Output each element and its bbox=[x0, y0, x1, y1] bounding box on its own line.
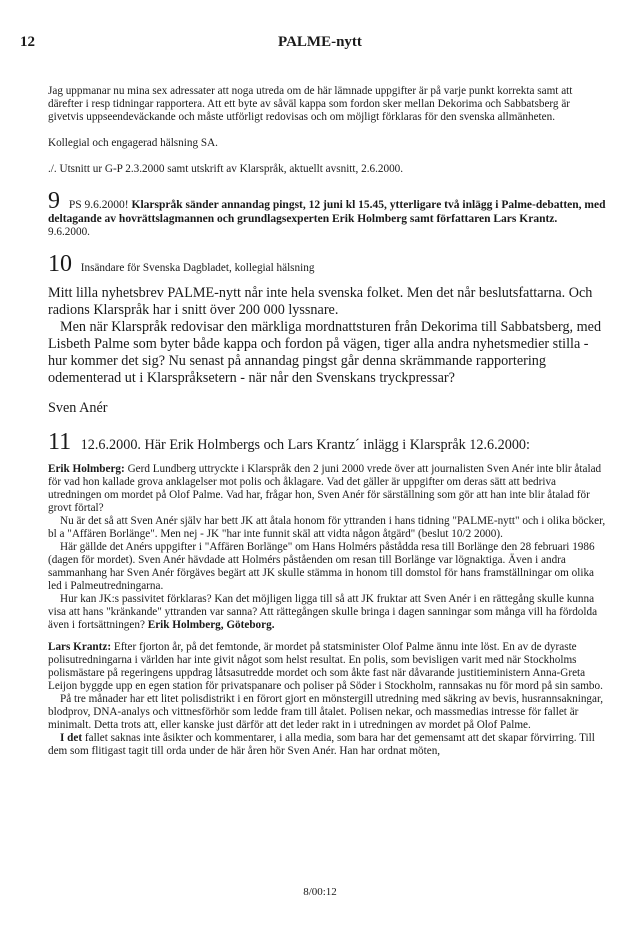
entry-9-date: 9.6.2000. bbox=[48, 226, 90, 238]
holmberg-paragraph-2: Nu är det så att Sven Anér själv har bett JK att åtala honom för yttranden i hans tidning "PALME-nytt" och i olika böcker, bl a "Affären Borlänge". Men nej - JK "har inte funnit skäl att vidta någon åtgärd" (beslut 10/2 2000). bbox=[48, 515, 606, 540]
krantz-lead: I det bbox=[60, 732, 83, 744]
entry-9-headline: Klarspråk sänder annandag pingst, 12 juni kl 15.45, ytterligare två inlägg i Palme-debatten, med deltagande av hovrättslagmannen och grundlagsexperten Erik Holmberg samt författaren Lars Krantz. bbox=[48, 199, 606, 225]
krantz-paragraph-3 bbox=[48, 732, 608, 758]
entry-10-signature: Sven Anér bbox=[48, 400, 108, 416]
holmberg-text-1: Gerd Lundberg uttryckte i Klarspråk den 2 juni 2000 vrede över att journalisten Sven Anér inte blir åtalad för vad hon kallade grova anklagelser mot polis och åklagare. Vad det gäller är uppgifter om deras sätt att bedriva utredningen om mordet på Olof Palme. Vad har, frågar hon, Sven Anér för särställning som gör att han inte blir åtalad för grovt förtal? bbox=[48, 463, 602, 514]
entry-11-number: 11 bbox=[48, 429, 72, 455]
holmberg-signoff: Erik Holmberg, Göteborg. bbox=[147, 619, 275, 631]
page-footer-code: 8/00:12 bbox=[303, 886, 337, 898]
running-title: PALME-nytt bbox=[278, 34, 362, 50]
entry-9-ps: PS 9.6.2000! bbox=[68, 199, 129, 211]
entry-9-number: 9 bbox=[48, 188, 60, 214]
krantz-speaker: Lars Krantz: bbox=[48, 641, 112, 653]
entry-11-heading: 12.6.2000. Här Erik Holmbergs och Lars Krantz´ inlägg i Klarspråk 12.6.2000: bbox=[80, 437, 530, 453]
holmberg-text-4: Hur kan JK:s passivitet förklaras? Kan det möjligen ligga till så att JK fruktar att Sven Anér i en rättegång skulle kunna visa att hans "kränkande" yttranden var sanna? Att rättegången skulle bringa i dagen sanningar som många vill ha fördolda även i fortsättningen? bbox=[48, 593, 598, 631]
entry-9 bbox=[48, 189, 608, 226]
entry-10-para-2: Men när Klarspråk redovisar den märkliga mordnattsturen från Dekorima till Sabbatsberg, med Lisbeth Palme som byter både kappa och fordon på vägen, tiger alla andra nyhetsmedier stilla - hur kommer det sig? Nu senast på annandag pingst går denna skrämmande rapportering odementerad ut i Klarspråksetern - när når den Svenskans tryckpressar? bbox=[48, 319, 602, 386]
holmberg-paragraph-1 bbox=[48, 463, 608, 515]
krantz-paragraph-1 bbox=[48, 641, 608, 693]
holmberg-paragraph-4 bbox=[48, 593, 608, 632]
entry-10-number: 10 bbox=[48, 251, 72, 277]
page-content bbox=[48, 85, 608, 758]
intro-enclosure: ./. Utsnitt ur G-P 2.3.2000 samt utskrift av Klarspråk, aktuellt avsnitt, 2.6.2000. bbox=[48, 163, 404, 175]
krantz-text-3: fallet saknas inte åsikter och kommentarer, i alla media, som bara har det gemensamt att det skapar förvirring. Till dem som flitigast tagit till orda under de här åren hör Sven Anér. Han har ordnat möten, bbox=[48, 732, 595, 757]
page-header bbox=[0, 34, 640, 54]
holmberg-paragraph-3: Här gällde det Anérs uppgifter i "Affären Borlänge" om Hans Holmérs påstådda resa till Borlänge den 28 februari 1986 (dagen för mordet). Sven Anér hävdade att Holmérs påståenden om resan till Borlänge var lögnaktiga. Även i andra sammanhang har Sven Anér förgäves begärt att JK skulle stämma in honom till domstol för hans framställningar om olika led i Palmeutredningarna. bbox=[48, 541, 595, 592]
holmberg-speaker: Erik Holmberg: bbox=[48, 463, 125, 475]
krantz-text-1: Efter fjorton år, på det femtonde, är mordet på statsminister Olof Palme ännu inte löst. En av de dyraste polisutredningarna i världen har inte givit något som helst resultat. En polis, som bevisligen varit med när Stockholms polismästare på regeringens uppdrag låtsasutredde mordet och som åkte fast när dåvarande justitieministern Anna-Greta Leijon byggde upp en egen station för privatspanare och poliser på Söder i Stockholm, rannsakas nu för mord på sin sambo. bbox=[48, 641, 603, 692]
entry-10-heading: Insändare för Svenska Dagbladet, kollegial hälsning bbox=[80, 262, 315, 274]
krantz-paragraph-2: På tre månader har ett litet polisdistrikt i en förort gjort en mönstergill utredning med säkring av bevis, husrannsakningar, blodprov, DNA-analys och vittnesförhör som ledde fram till åtalet. Polisen nekar, och massmedias intresse för fallet är minimalt. Detta trots att, eller kanske just därför att det leder rakt in i utredningen av mordet på Olof Palme. bbox=[48, 693, 604, 731]
entry-10-heading-line bbox=[48, 252, 608, 276]
intro-paragraph: Jag uppmanar nu mina sex adressater att noga utreda om de här lämnade uppgifter är på varje punkt korrekta samt att därefter i resp tidningar rapportera. Att ett byte av såväl kappa som fordon sker mellan Dekorima och Sabbatsberg är givetvis uppseendeväckande och måste utförligt redovisas och om möjligt förklaras för den svenska allmänheten. bbox=[48, 85, 573, 123]
entry-11-heading-line bbox=[48, 430, 608, 454]
entry-10-para-1: Mitt lilla nyhetsbrev PALME-nytt når inte hela svenska folket. Men det når beslutsfattarna. Och radions Klarspråk har i snitt över 200 000 lyssnare. bbox=[48, 285, 593, 318]
page-number: 12 bbox=[20, 34, 35, 50]
intro-greeting: Kollegial och engagerad hälsning SA. bbox=[48, 137, 218, 149]
